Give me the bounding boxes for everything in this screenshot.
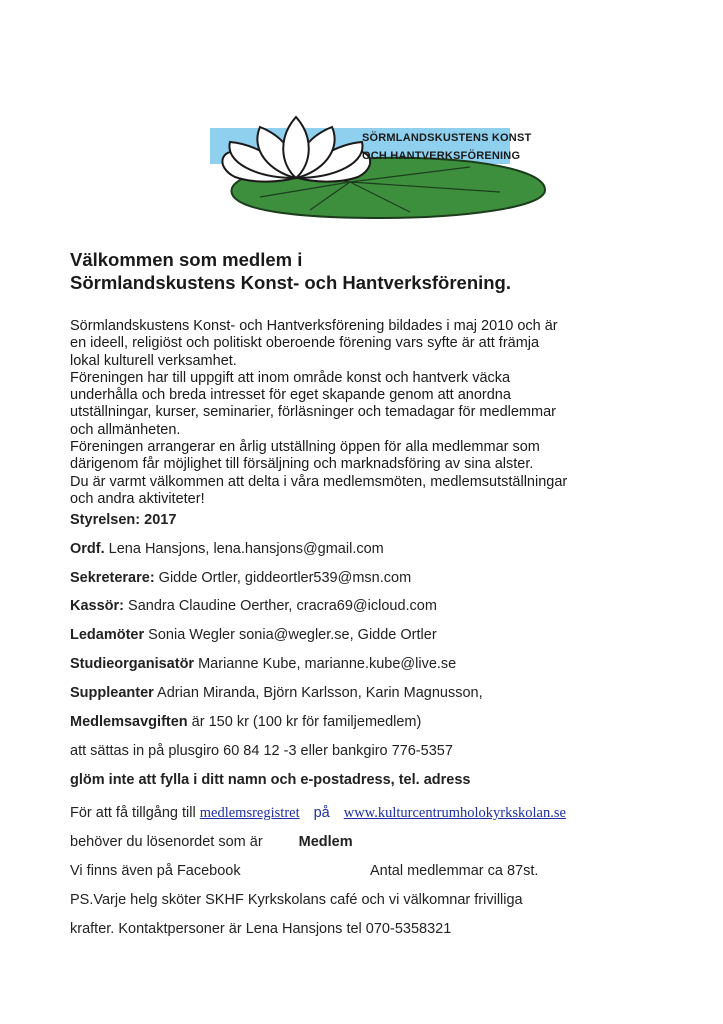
membership-fee-label: Medlemsavgiften (70, 714, 188, 730)
deputies-value: Adrian Miranda, Björn Karlsson, Karin Magnusson, (153, 685, 483, 701)
password-value: Medlem (298, 834, 353, 850)
intro-line: Föreningen arrangerar en årlig utställning öppen för alla medlemmar som (70, 439, 540, 456)
members-value: Sonia Wegler sonia@wegler.se, Gidde Ortler (144, 627, 437, 643)
board-title: Styrelsen: 2017 (70, 512, 177, 528)
board-members-row (70, 627, 437, 643)
intro-line: Sörmlandskustens Konst- och Hantverksförening bildades i maj 2010 och är (70, 318, 558, 334)
intro-line: och allmänheten. (70, 421, 181, 438)
chair-value: Lena Hansjons, lena.hansjons@gmail.com (104, 541, 384, 557)
member-register-link[interactable]: medlemsregistret (199, 805, 300, 821)
members-label: Ledamöter (70, 627, 145, 643)
intro-line: därigenom får möjlighet till försäljning och marknadsföring av sina alster. (70, 456, 534, 473)
treasurer-value: Sandra Claudine Oerther, cracra69@icloud.com (124, 598, 437, 614)
water-lily-logo-graphic (200, 112, 570, 220)
secretary-value: Gidde Ortler, giddeortler539@msn.com (154, 570, 412, 586)
board-secretary-row (70, 570, 411, 586)
facebook-text: Vi finns även på Facebook (70, 863, 241, 879)
logo-text-line-1: SÖRMLANDSKUSTENS KONST (362, 132, 532, 144)
board-study-organizer-row (70, 656, 456, 672)
study-organizer-label: Studieorganisatör (70, 656, 195, 672)
register-access-prefix: För att få tillgång till (70, 805, 200, 821)
intro-line: en ideell, religiöst och politiskt oberoende förening vars syfte är att främja (70, 335, 540, 352)
intro-line: Du är varmt välkommen att delta i våra medlemsmöten, medlemsutställningar (70, 473, 568, 490)
register-access-row (70, 805, 566, 822)
website-link[interactable]: www.kulturcentrumholokyrkskolan.se (343, 805, 566, 821)
intro-line: utställningar, kurser, seminarier, förläsninger och temadagar för medlemmar (70, 404, 556, 421)
page-title (70, 248, 511, 294)
logo-text-line-2: OCH HANTVERKSFÖRENING (362, 150, 521, 162)
board-deputies-row (70, 685, 483, 701)
register-access-pa: på (313, 805, 330, 821)
treasurer-label: Kassör: (70, 598, 124, 614)
intro-line: lokal kulturell verksamhet. (70, 352, 237, 369)
page-title-line-2: Sörmlandskustens Konst- och Hantverksförening. (70, 272, 512, 293)
intro-paragraph (70, 318, 670, 508)
password-text: behöver du lösenordet som är (70, 834, 263, 850)
ps-line-2: krafter. Kontaktpersoner är Lena Hansjons tel 070-5358321 (70, 921, 452, 937)
intro-line: Föreningen har till uppgift att inom område konst och hantverk väcka (70, 369, 511, 386)
membership-fee-value: är 150 kr (100 kr för familjemedlem) (187, 714, 422, 730)
facebook-row (70, 863, 241, 879)
secretary-label: Sekreterare: (70, 570, 155, 586)
association-logo (200, 112, 570, 220)
deputies-label: Suppleanter (70, 685, 154, 701)
password-row (70, 834, 353, 850)
reminder-text: glöm inte att fylla i ditt namn och e-postadress, tel. adress (70, 772, 471, 788)
payment-info: att sättas in på plusgiro 60 84 12 -3 eller bankgiro 776-5357 (70, 743, 453, 759)
membership-fee-row (70, 714, 421, 730)
member-count: Antal medlemmar ca 87st. (370, 863, 539, 879)
page-title-line-1: Välkommen som medlem i (70, 249, 303, 270)
chair-label: Ordf. (70, 541, 105, 557)
intro-line: och andra aktiviteter! (70, 490, 205, 507)
board-chair-row (70, 541, 384, 557)
intro-line: underhålla och breda intresset för eget skapande genom att anordna (70, 387, 511, 404)
ps-line-1: PS.Varje helg sköter SKHF Kyrkskolans café och vi välkomnar frivilliga (70, 892, 523, 908)
lotus-flower-shape (222, 117, 370, 182)
study-organizer-value: Marianne Kube, marianne.kube@live.se (194, 656, 457, 672)
board-treasurer-row (70, 598, 437, 614)
